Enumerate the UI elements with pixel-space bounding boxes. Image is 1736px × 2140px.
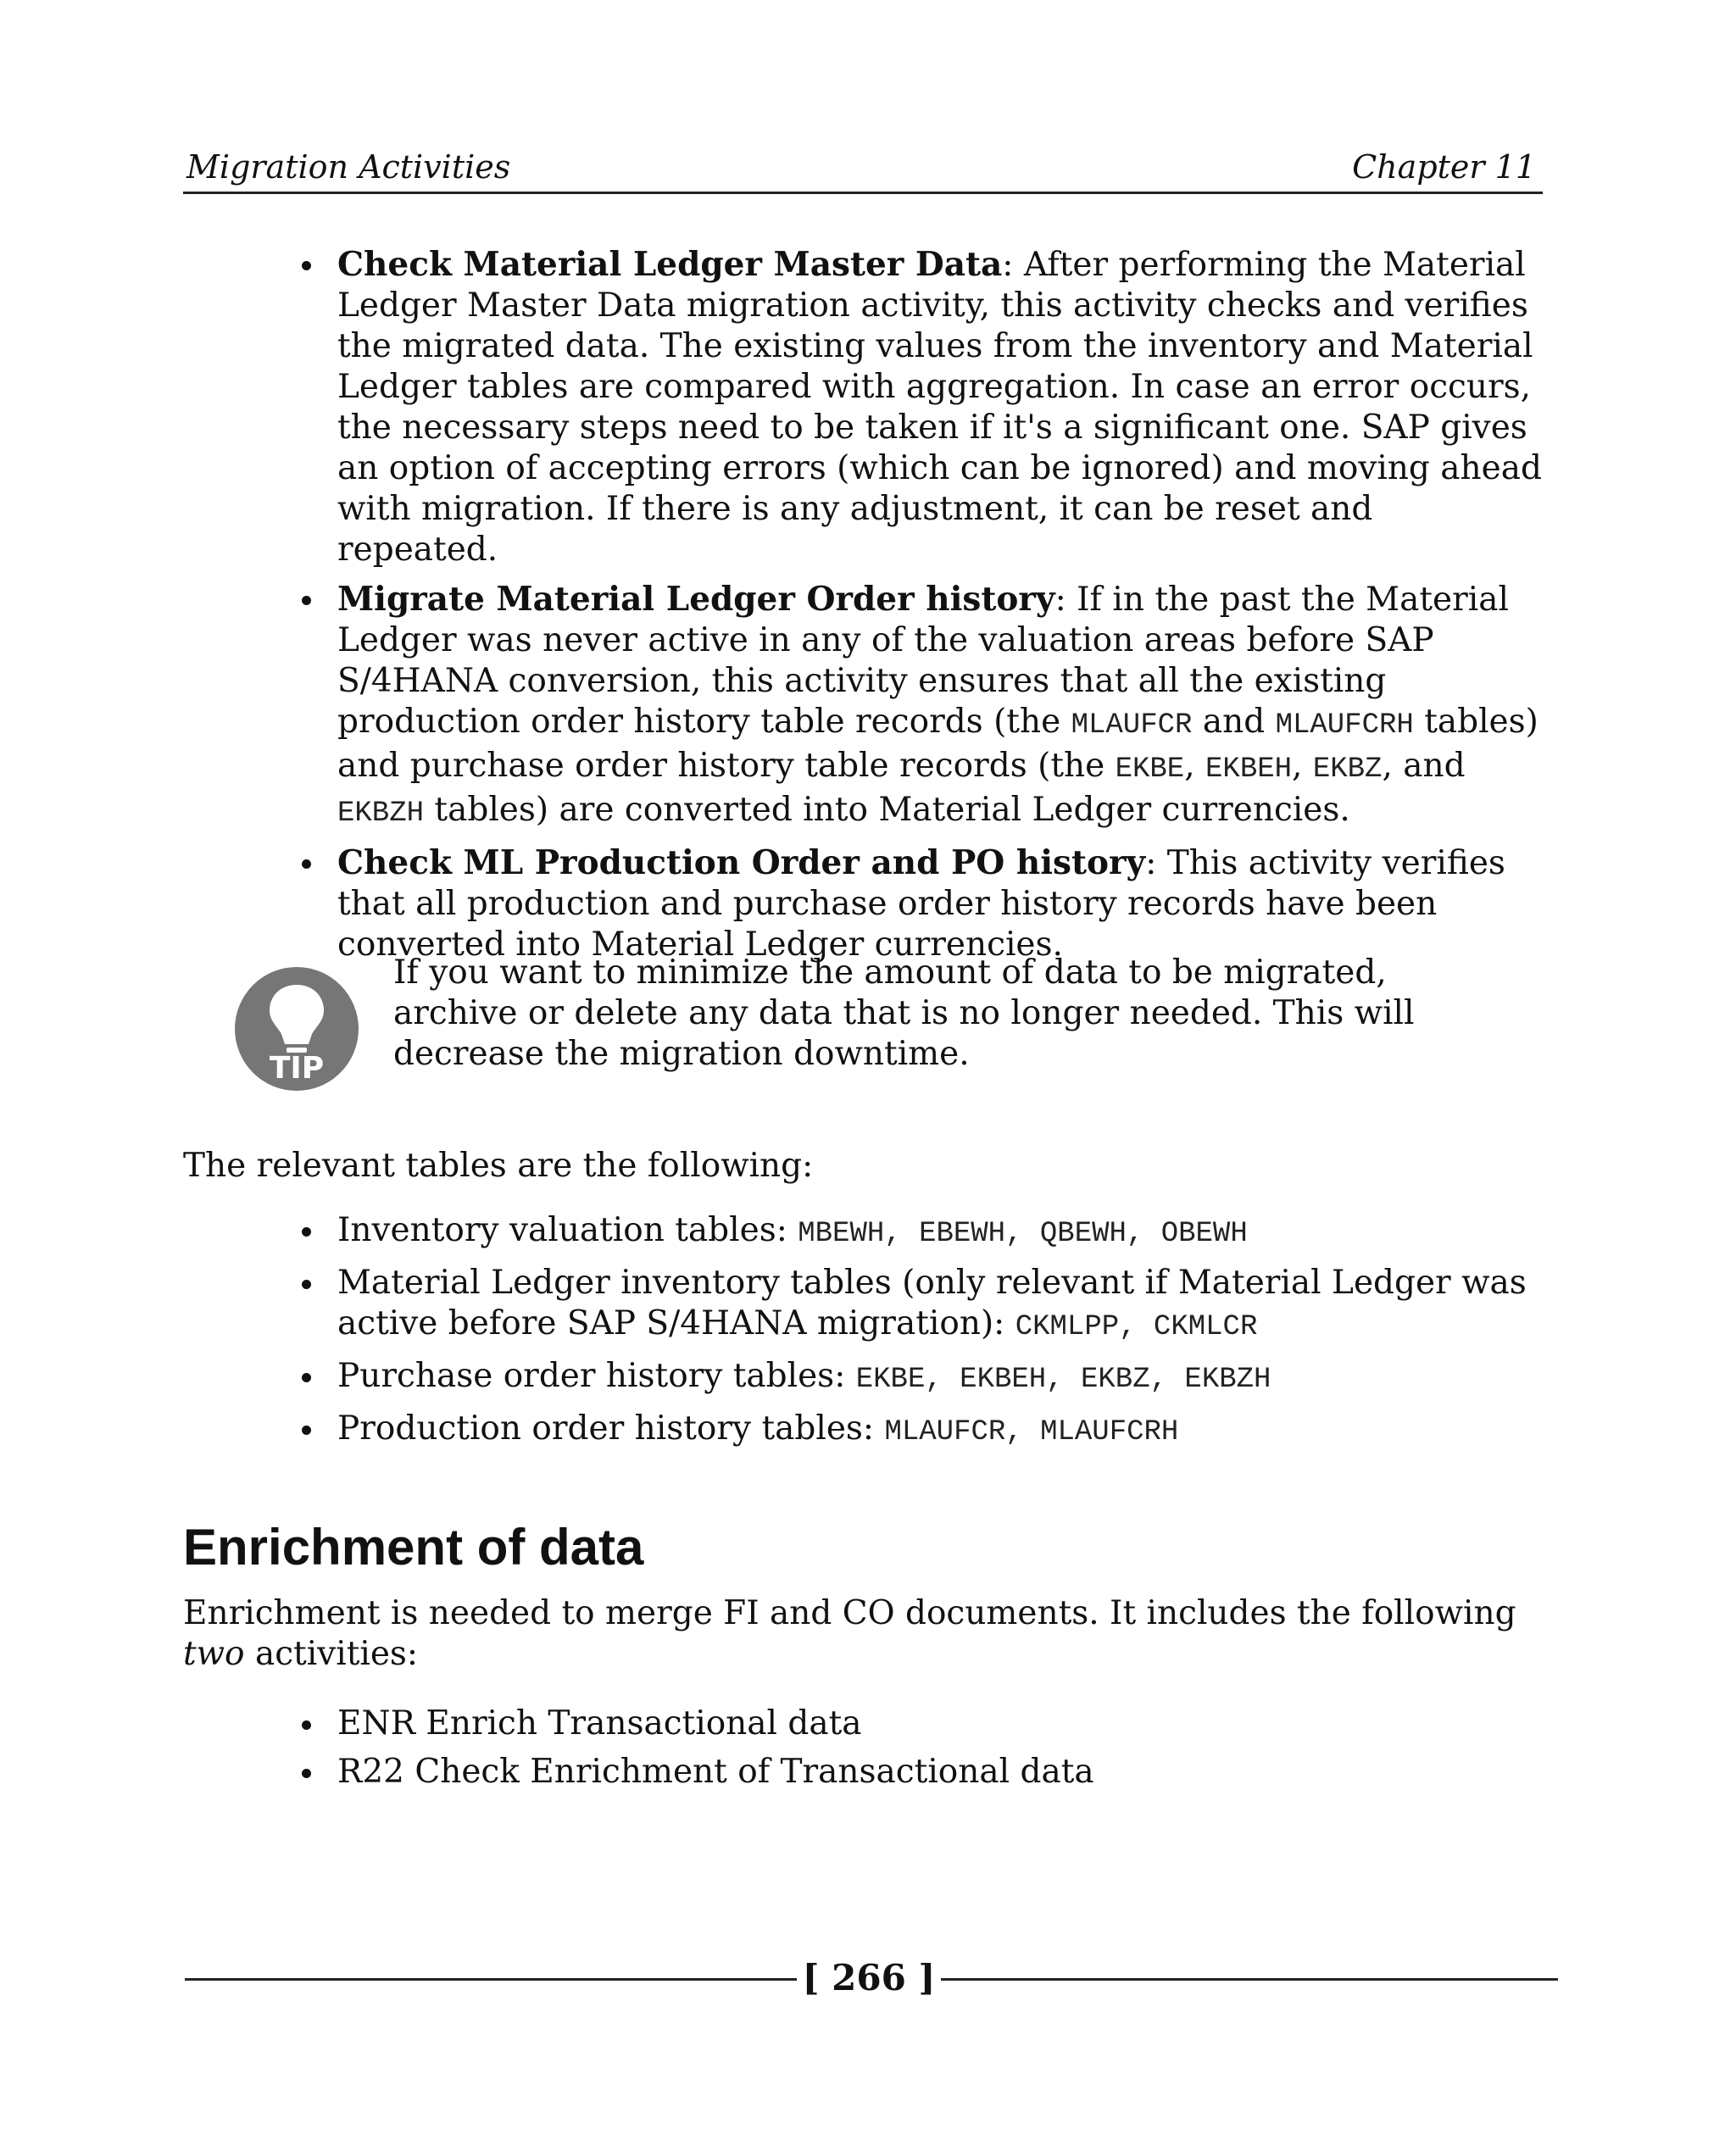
code-table-name: EKBEH — [1205, 753, 1293, 786]
list-item — [302, 1409, 1543, 1453]
table-codes: CKMLPP, CKMLCR — [1015, 1311, 1258, 1343]
text-fragment: , — [1184, 747, 1206, 785]
footer-divider — [185, 1978, 797, 1981]
section-heading: Enrichment of data — [183, 1519, 644, 1576]
activity-description: : If in the past the Material Ledger was never active in any of the valuation areas before SAP S/4HANA conversion, this activity ensures that all the existing production order history table records (the — [337, 581, 1509, 741]
table-list — [302, 1210, 1543, 1461]
list-item — [302, 842, 1543, 965]
code-table-name: EKBZ — [1312, 753, 1383, 786]
header-section-title: Migration Activities — [186, 148, 511, 186]
activity-title: Migrate Material Ledger Order history — [337, 580, 1055, 619]
header-chapter-label: Chapter 11 — [1352, 148, 1536, 186]
intro-text: Enrichment is needed to merge FI and CO documents. It includes the following — [183, 1594, 1516, 1632]
tables-intro: The relevant tables are the following: — [183, 1147, 814, 1185]
tip-text: If you want to minimize the amount of data to be migrated, archive or delete any data that is no longer needed. This will decrease the migration downtime. — [393, 953, 1415, 1073]
code-table-name: EKBE — [1115, 753, 1185, 786]
text-fragment: and — [1192, 703, 1276, 741]
tip-icon-label: TIP — [269, 1051, 325, 1086]
text-fragment: , — [1292, 747, 1313, 785]
activity-description: : After performing the Material Ledger Master Data migration activity, this activity checks and verifies the migrated data. The existing values from the inventory and Material Ledger tables are compared with aggregation. In case an error occurs, the necessary steps need to be taken if it's a significant one. SAP gives an option of accepting errors (which can be ignored) and moving ahead with migration. If there is any adjustment, it can be reset and repeated. — [337, 246, 1542, 569]
list-item — [302, 1356, 1543, 1400]
list-item — [302, 1263, 1543, 1348]
section-intro — [183, 1593, 1543, 1675]
list-item: R22 Check Enrichment of Transactional data — [302, 1752, 1543, 1793]
text-fragment: tables) are converted into Material Ledger currencies. — [424, 791, 1350, 829]
intro-emphasis: two — [183, 1635, 245, 1673]
table-group-label: Material Ledger inventory tables (only relevant if Material Ledger was active before SAP S/4HANA migration): — [337, 1264, 1527, 1342]
text-fragment: , and — [1382, 747, 1466, 785]
list-item — [302, 244, 1543, 570]
list-item — [302, 579, 1543, 834]
table-group-label: Inventory valuation tables: — [337, 1211, 798, 1249]
list-item — [302, 1210, 1543, 1254]
page-number: [ 266 ] — [802, 1957, 936, 1998]
code-table-name: MLAUFCR — [1071, 709, 1193, 742]
table-codes: MBEWH, EBEWH, QBEWH, OBEWH — [798, 1218, 1248, 1250]
lightbulb-tip-icon — [234, 966, 359, 1092]
running-header — [183, 142, 1543, 194]
enrichment-activity-list — [302, 1704, 1543, 1800]
text-fragment: tables) and purchase order history table records (the — [337, 703, 1538, 785]
table-group-label: Production order history tables: — [337, 1409, 885, 1448]
activity-list — [302, 244, 1543, 974]
code-table-name: EKBZH — [337, 798, 425, 830]
footer-divider — [941, 1978, 1558, 1981]
activity-title: Check Material Ledger Master Data — [337, 245, 1003, 284]
activity-description: : This activity verifies that all production and purchase order history records have been converted into Material Ledger currencies. — [337, 844, 1505, 964]
activity-title: Check ML Production Order and PO history — [337, 843, 1146, 882]
table-group-label: Purchase order history tables: — [337, 1357, 856, 1395]
table-codes: MLAUFCR, MLAUFCRH — [884, 1416, 1179, 1448]
code-table-name: MLAUFCRH — [1275, 709, 1414, 742]
table-codes: EKBE, EKBEH, EKBZ, EKBZH — [855, 1364, 1271, 1396]
intro-tail: activities: — [244, 1635, 419, 1673]
list-item: ENR Enrich Transactional data — [302, 1704, 1543, 1744]
